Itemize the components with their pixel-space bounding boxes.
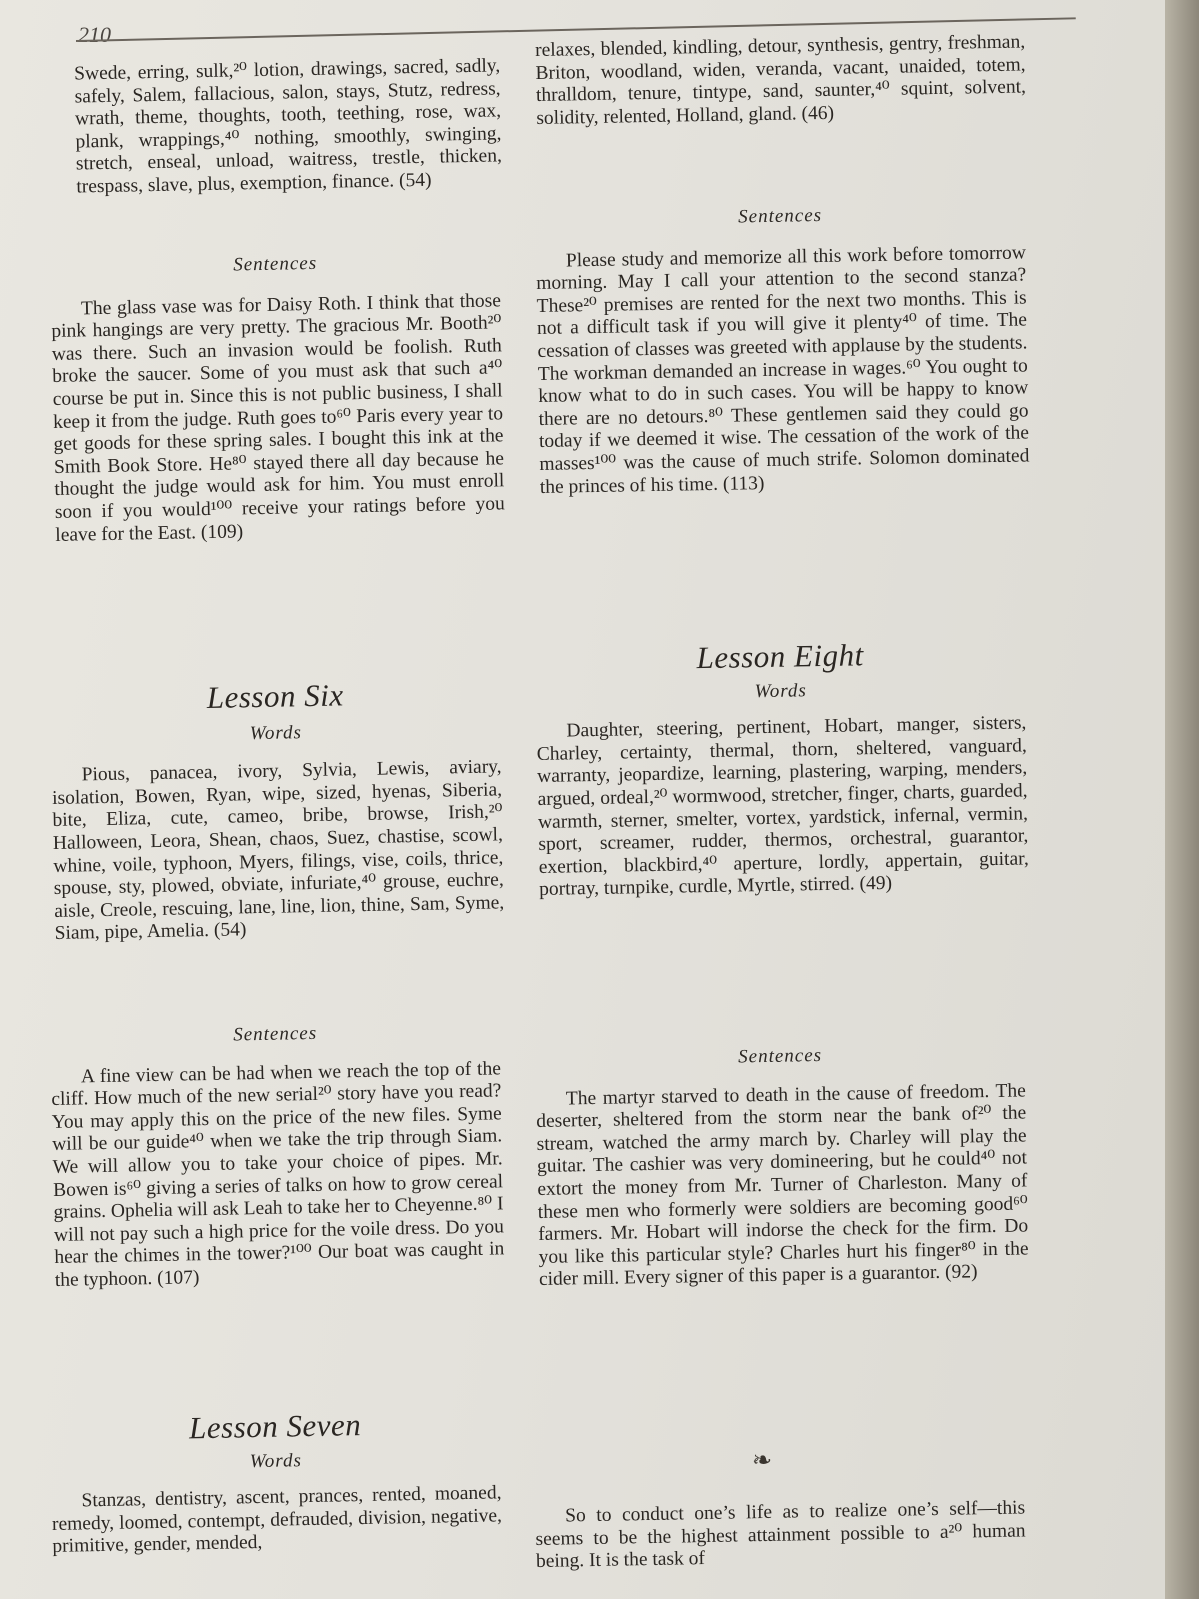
- lesson-eight-sentences-section: [535, 1041, 1029, 1291]
- right-sentences-section: [535, 201, 1030, 499]
- lesson-eight-section: [535, 637, 1029, 901]
- sentences-heading: Sentences: [233, 252, 318, 276]
- closing-quote-section: [535, 1497, 1026, 1573]
- words-heading: Words: [754, 679, 808, 702]
- page-number: 210: [78, 22, 111, 47]
- left-column: [50, 55, 503, 199]
- sentences-paragraph: The glass vase was for Daisy Roth. I think that those pink hangings are very pretty. The gracious Mr. Booth²⁰ was there. Such an invasion would be foolish. Ruth broke the saucer. Some of you must ask that such a⁴⁰ course be put in. Since this is not public business, I shall keep it from the judge. Ruth goes to⁶⁰ Paris every year to get goods for these spring sales. I bought this ink at the Smith Book Store. He⁸⁰ stayed there all day because he thought the judge would ask for him. You must enroll soon if you would¹⁰⁰ receive your ratings before you leave for the East. (109): [51, 289, 506, 546]
- words-heading: Words: [249, 721, 303, 744]
- lesson-eight-title: Lesson Eight: [696, 637, 864, 676]
- page-edge: [1165, 0, 1199, 1599]
- words-paragraph: Daughter, steering, pertinent, Hobart, manger, sisters, Charley, certainty, thermal, thorn, sheltered, vanguard, warranty, jeopardize, learning, plastering, warping, menders, argued, ordeal,²⁰ wormwood, stretcher, finger, charts, guarded, warmth, sterner, smelter, vortex, yardstick, infernal, vermin, sport, screamer, rudder, thermos, orchestral, guarantor, exertion, blackbird,⁴⁰ aperture, lordly, appertain, guitar, portray, turnpike, curdle, Myrtle, stirred. (49): [536, 712, 1029, 901]
- lesson-seven-title: Lesson Seven: [188, 1407, 362, 1446]
- right-top-words: relaxes, blended, kindling, detour, synthesis, gentry, freshman, Briton, woodland, widen, veranda, vacant, unaided, totem, thralldom, tenure, tintype, sand, saunter,⁴⁰ squint, solvent, solidity, relented, Holland, gland. (46): [535, 31, 1027, 129]
- sentences-heading: Sentences: [738, 204, 823, 228]
- right-column: [535, 31, 1027, 130]
- left-sentences-section: [50, 249, 505, 547]
- ornament-icon: ❧: [752, 1448, 773, 1474]
- lesson-six-section: [50, 677, 505, 946]
- left-top-words: Swede, erring, sulk,²⁰ lotion, drawings, sacred, sadly, safely, Salem, fallacious, salon, stays, Stutz, redress, wrath, theme, thoughts, tooth, teething, rose, wax, plank, wrappings,⁴⁰ nothing, smoothly, swinging, stretch, enseal, unload, waitress, trestle, thicken, trespass, slave, plus, exemption, finance. (54): [73, 55, 503, 198]
- lesson-six-title: Lesson Six: [206, 677, 344, 715]
- lesson-six-sentences-section: [50, 1019, 505, 1292]
- words-heading: Words: [249, 1449, 303, 1472]
- sentences-heading: Sentences: [233, 1022, 318, 1046]
- words-paragraph: Pious, panacea, ivory, Sylvia, Lewis, aviary, isolation, Bowen, Ryan, wipe, sized, hyenas, Siberia, bite, Eliza, cute, cameo, bribe, browse, Irish,²⁰ Halloween, Leora, Shean, chaos, Suez, chastise, scowl, whine, voile, typhoon, Myers, filings, vise, coils, thrice, spouse, sty, plowed, obviate, infuriate,⁴⁰ grouse, euchre, aisle, Creole, rescuing, lane, line, lion, thine, Sam, Syme, Siam, pipe, Amelia. (54): [51, 756, 505, 945]
- sentences-paragraph: A fine view can be had when we reach the top of the cliff. How much of the new serial²⁰ story have you read? You may apply this on the price of the new files. Syme will be our guide⁴⁰ when we take the trip through Siam. We will allow you to take your choice of pipes. Mr. Bowen is⁶⁰ giving a series of talks on how to grow cereal grains. Ophelia will ask Leah to take her to Cheyenne.⁸⁰ I will not pay such a high price for the voile dress. Do you hear the chimes in the tower?¹⁰⁰ Our boat was caught in the typhoon. (107): [51, 1057, 505, 1291]
- lesson-seven-section: [50, 1407, 503, 1559]
- closing-paragraph: So to conduct one’s life as to realize one’s self—this seems to be the highest attainment possible to a²⁰ human being. It is the task of: [535, 1497, 1026, 1573]
- sentences-paragraph: Please study and memorize all this work before tomorrow morning. May I call your attention to the second stanza? These²⁰ premises are rented for the next two months. This is not a difficult task if you will give it plenty⁴⁰ of time. The cessation of classes was greeted with applause by the students. The workman demanded an increase in wages.⁶⁰ You ought to know what to do in such cases. You will be happy to know there are no detours.⁸⁰ These gentlemen said they could go today if we deemed it wise. The cessation of the work of the masses¹⁰⁰ was the cause of much strife. Solomon dominated the princes of his time. (113): [536, 242, 1030, 498]
- words-paragraph: Stanzas, dentistry, ascent, prances, rented, moaned, remedy, loomed, contempt, defrauded, division, negative, primitive, gender, mended,: [51, 1482, 503, 1558]
- sentences-paragraph: The martyr starved to death in the cause of freedom. The deserter, sheltered from the storm near the bank of²⁰ the stream, watched the army march by. Charley will play the guitar. The cashier was very domineering, but he could⁴⁰ not extort the money from Mr. Turner of Charleston. Many of these men who formerly were soldiers are becoming good⁶⁰ farmers. Mr. Hobart will indorse the check for the firm. Do you like this particular style? Charles hurt his finger⁸⁰ in the cider mill. Every signer of this paper is a guarantor. (92): [536, 1080, 1029, 1291]
- sentences-heading: Sentences: [738, 1044, 823, 1068]
